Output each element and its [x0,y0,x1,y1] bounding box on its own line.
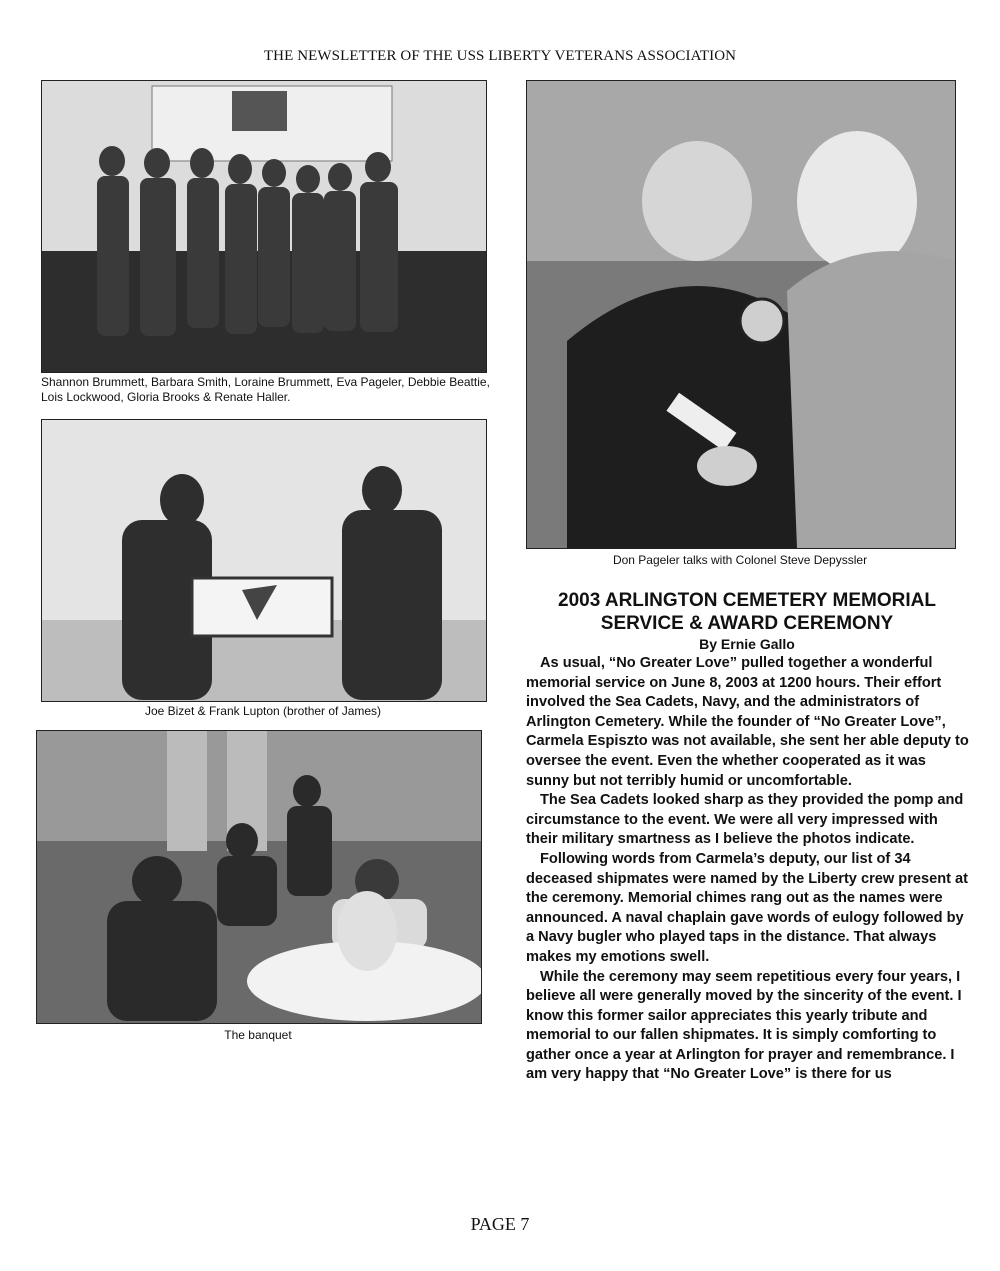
caption-pageler: Don Pageler talks with Colonel Steve Depyssler [612,553,868,567]
article-title [522,589,972,635]
article-paragraph: While the ceremony may seem repetitious every four years, I believe all were generally moved by the sincerity of the event. I know this former sailor appreciates this yearly tribute and memorial to our fallen shipmates. It is simply comforting to gather once a year at Arlington for prayer and remembrance. I am very happy that “No Greater Love” is there for us [526,968,962,1083]
photo-cake [41,419,487,702]
photo-women-group-image [42,81,486,372]
newsletter-header: THE NEWSLETTER OF THE USS LIBERTY VETERANS ASSOCIATION [263,48,737,64]
caption-cake: Joe Bizet & Frank Lupton (brother of James) [144,704,382,718]
article-paragraph: The Sea Cadets looked sharp as they provided the pomp and circumstance to the event. We were all very impressed with their military smartness as I believe the photos indicate. [526,792,964,848]
article-title-line1: 2003 ARLINGTON CEMETERY MEMORIAL [558,590,936,611]
photo-pageler-image [527,81,955,548]
article-title-line2: SERVICE & AWARD CEREMONY [600,613,894,634]
caption-women-group: Shannon Brummett, Barbara Smith, Loraine Brummett, Eva Pageler, Debbie Beattie, Lois Lockwood, Gloria Brooks & Renate Haller. [41,375,490,404]
photo-women-group [41,80,487,373]
page-number: PAGE 7 [470,1214,530,1234]
photo-banquet [36,730,482,1024]
caption-banquet: The banquet [224,1028,292,1042]
photo-cake-image [42,420,486,701]
photo-banquet-image [37,731,481,1023]
photo-pageler [526,80,956,549]
article-paragraph: Following words from Carmela’s deputy, our list of 34 deceased shipmates were named by the Liberty crew present at the ceremony. Memorial chimes rang out as the names were announced. A naval chaplain gave words of eulogy followed by a Navy bugler who played taps in the distance. That always makes my emotions swell. [526,850,969,965]
article-byline: By Ernie Gallo [699,636,795,652]
article-paragraph: As usual, “No Greater Love” pulled together a wonderful memorial service on June 8, 2003 at 1200 hours. Their effort involved the Sea Cadets, Navy, and the administrators of Arlington Cemetery. While the founder of “No Greater Love”, Carmela Espiszto was not available, she sent her able deputy to oversee the event. Even the whether cooperated as it was sunny but not terribly humid or uncomfortable. [526,655,969,789]
article-body [526,654,972,1085]
